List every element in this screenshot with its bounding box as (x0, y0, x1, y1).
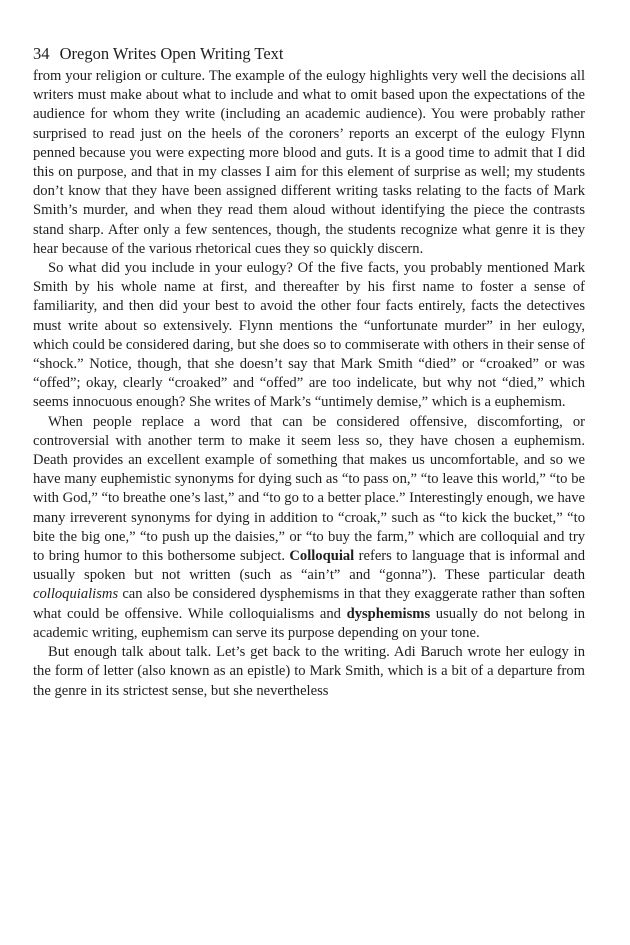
bold-term-dysphemisms: dysphemisms (346, 605, 431, 622)
body-text (33, 67, 585, 701)
paragraph (33, 67, 585, 259)
text-run: refers to language that is informal and usually spoken but not written (such as “ain’t” and “gonna”). These particular death (33, 548, 586, 584)
text-run: So what did you include in your eulogy? Of the five facts, you probably mentioned Mark Smith by his whole name at first, and thereafter by his first name to foster a sense of familiarity, and then did your best to avoid the other four facts entirely, facts the detectives must write about so extensively. Flynn mentions the “unfortunate murder” in her eulogy, which could be considered daring, but she does so to commiserate with others in their sense of “shock.” Notice, though, that she doesn’t say that Mark Smith “died” or “croaked” or was “offed”; okay, clearly “croaked” and “offed” are too indelicate, but why not “died,” which seems innocuous enough? She writes of Mark’s “untimely demise,” which is a euphemism. (33, 260, 585, 411)
bold-term-colloquial: Colloquial (289, 548, 355, 565)
text-run: from your religion or culture. The example of the eulogy highlights very well the decisions all writers must make about what to include and what to omit based upon the expectations of the audience for whom they write (including an academic audience). You were probably rather surprised to read just on the heels of the coroners’ reports an excerpt of the eulogy Flynn penned because you were expecting more blood and guts. It is a good time to admit that I did this on purpose, and that in my classes I aim for this element of surprise as well; my students don’t know that they have been assigned different writing tasks relating to the facts of Mark Smith’s murder, and when they read them aloud without identifying the piece the contrasts stand sharp. After only a few sentences, though, the students recognize what genre it is they hear because of the various rhetorical cues they so quickly discern. (33, 68, 585, 257)
text-run: can also be considered dysphemisms in that they exaggerate rather than soften what could be offensive. While colloquialisms and (33, 586, 585, 622)
italic-term-colloquialisms: colloquialisms (33, 586, 119, 603)
book-page (33, 44, 585, 701)
text-run: When people replace a word that can be considered offensive, discomforting, or controversial with another term to make it seem less so, they have chosen a euphemism. Death provides an excellent example of something that makes us uncomfortable, and so we have many euphemistic synonyms for dying such as “to pass on,” “to leave this world,” “to be with God,” “to breathe one’s last,” and “to go to a better place.” Interestingly enough, we have many irreverent synonyms for dying in addition to “croak,” such as “to kick the bucket,” “to bite the big one,” “to push up the daisies,” or “to buy the farm,” which are colloquial and try to bring humor to this bothersome subject. (33, 413, 585, 565)
paragraph (33, 259, 585, 413)
running-head (33, 44, 585, 64)
paragraph (33, 643, 585, 701)
page-number: 34 (33, 44, 50, 63)
book-title: Oregon Writes Open Writing Text (59, 44, 284, 63)
paragraph (33, 413, 585, 643)
text-run: But enough talk about talk. Let’s get back to the writing. Adi Baruch wrote her eulogy in the form of letter (also known as an epistle) to Mark Smith, which is a bit of a departure from the genre in its strictest sense, but she nevertheless (33, 644, 585, 699)
text-run: usually do not belong in academic writing, euphemism can serve its purpose depending on your tone. (33, 605, 585, 641)
